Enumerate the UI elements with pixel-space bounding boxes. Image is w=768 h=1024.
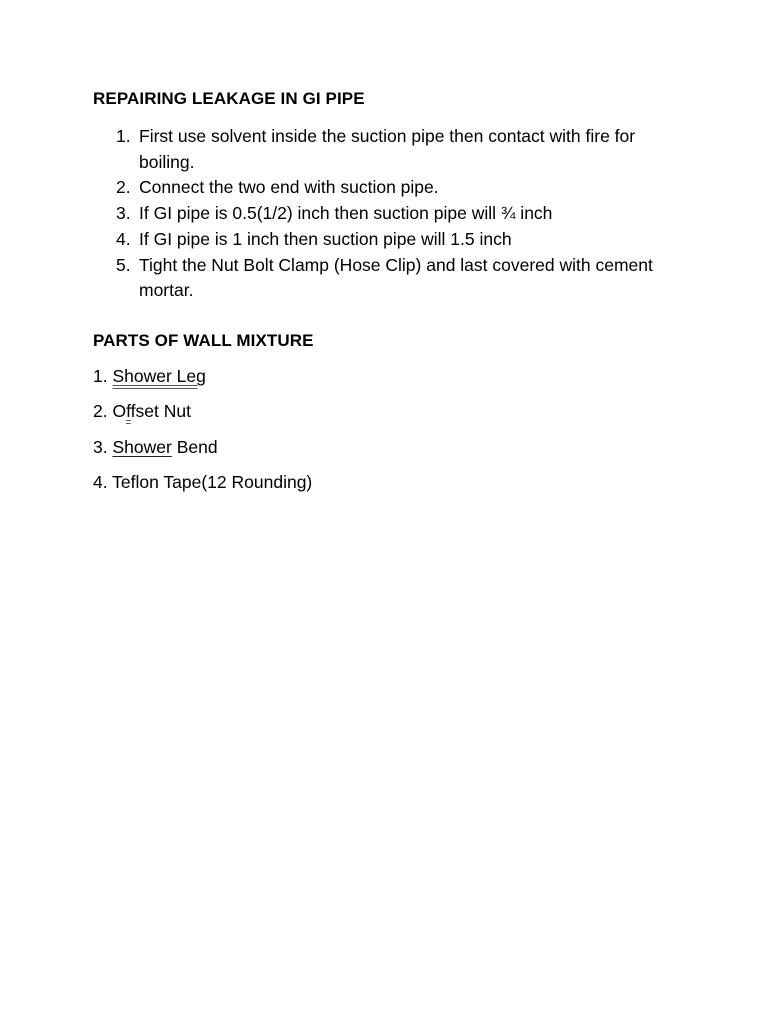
list-number: 5.	[116, 254, 131, 275]
part-item	[93, 437, 218, 458]
list-item-text: If GI pipe is 1 inch then suction pipe will 1.5 inch	[139, 228, 512, 249]
list-number: 3.	[116, 203, 131, 224]
list-item	[93, 253, 693, 304]
section-heading-repairing-leakage: REPAIRING LEAKAGE IN GI PIPE	[93, 89, 365, 108]
part-number: 2.	[93, 401, 108, 421]
list-number: 1.	[116, 126, 131, 146]
part-number: 1.	[93, 366, 108, 386]
list-item	[93, 124, 693, 175]
part-name-rest: Bend	[171, 437, 218, 457]
list-item-text: If GI pipe is 0.5(1/2) inch then suction pipe will ¾ inch	[139, 203, 553, 224]
part-name-rest: fset Nut	[130, 401, 191, 421]
list-number: 4.	[116, 228, 131, 249]
part-number: 4.	[93, 472, 108, 492]
part-name-spellcheck-marked: Shower Leg	[112, 366, 206, 386]
part-item	[93, 472, 312, 493]
part-name-underlined: Shower	[112, 437, 172, 457]
list-item	[93, 175, 693, 201]
part-number: 3.	[93, 437, 108, 457]
list-item	[93, 227, 693, 253]
list-item-text: First use solvent inside the suction pipe then contact with fire for boiling.	[139, 126, 636, 172]
list-item-text: Tight the Nut Bolt Clamp (Hose Clip) and last covered with cement mortar.	[139, 254, 653, 301]
part-name-spellcheck-marked: f	[126, 401, 131, 421]
part-item	[93, 401, 191, 422]
list-item	[93, 201, 693, 227]
part-item	[93, 366, 206, 387]
section-heading-parts-of-wall-mixture: PARTS OF WALL MIXTURE	[93, 331, 314, 350]
part-name-start: O	[112, 401, 127, 421]
list-number: 2.	[116, 177, 131, 198]
repair-steps-list	[93, 124, 693, 304]
list-item-text: Connect the two end with suction pipe.	[139, 177, 439, 198]
part-name: Teflon Tape(12 Rounding)	[112, 472, 313, 492]
